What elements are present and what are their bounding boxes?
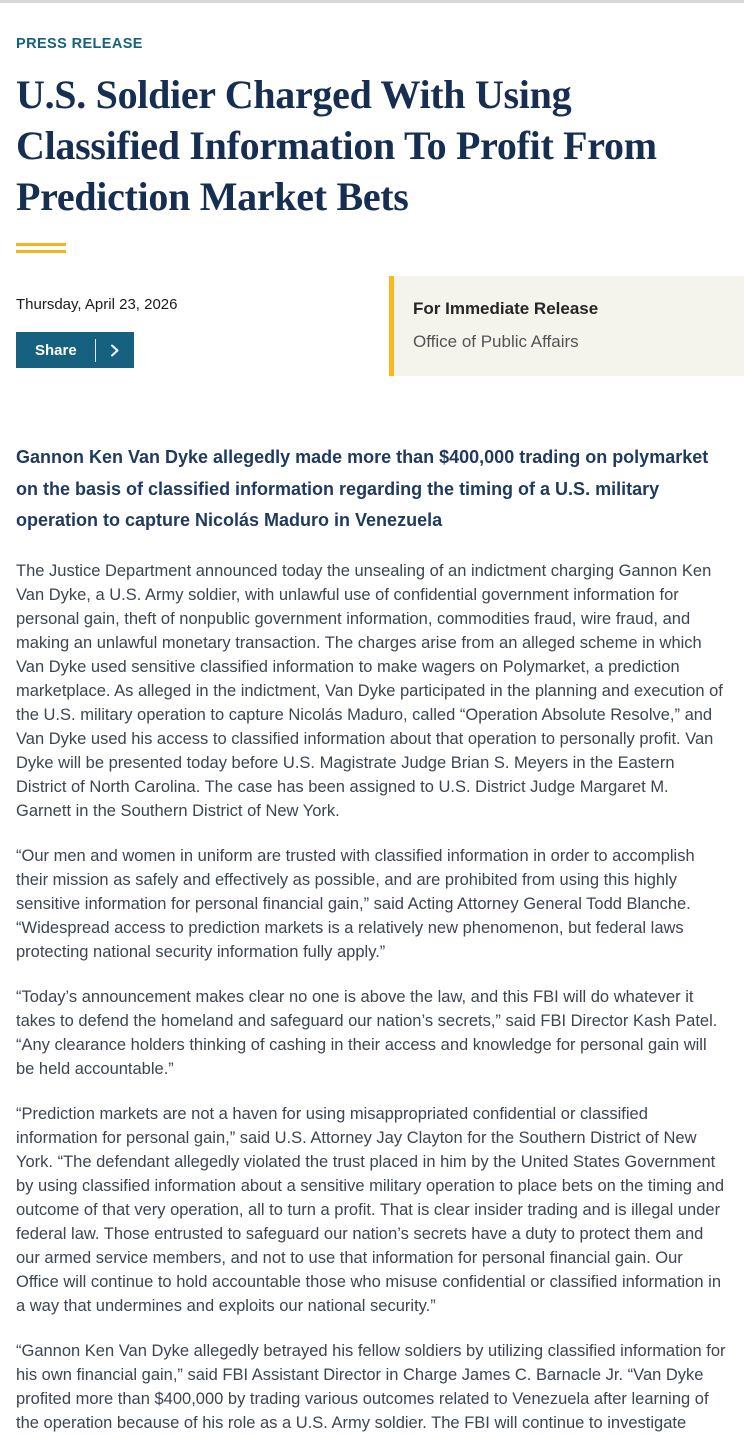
page-title: U.S. Soldier Charged With Using Classified Information To Profit From Prediction Market Bets: [16, 72, 657, 219]
article-paragraph: The Justice Department announced today the unsealing of an indictment charging Gannon Ken Van Dyke, a U.S. Army soldier, with unlawful use of confidential government information for personal gain, theft of nonpublic government information, commodities fraud, wire fraud, and making an unlawful monetary transaction. The charges arise from an alleged scheme in which Van Dyke used sensitive classified information to make wagers on Polymarket, a prediction marketplace. As alleged in the indictment, Van Dyke participated in the planning and execution of the U.S. military operation to capture Nicolás Maduro, called “Operation Absolute Resolve,” and Van Dyke used his access to classified information about that operation to personally profit. Van Dyke will be presented today before U.S. Magistrate Judge Brian S. Meyers in the Eastern District of North Carolina. The case has been assigned to U.S. District Judge Margaret M. Garnett in the Southern District of New York.: [16, 561, 723, 820]
page-top-border: [0, 0, 744, 3]
share-button-label: Share: [35, 341, 77, 359]
article-subheading: Gannon Ken Van Dyke allegedly made more than $400,000 trading on polymarket on the basis of classified information regarding the timing of a U.S. military operation to capture Nicolás Maduro in Venezuela: [16, 447, 709, 530]
release-type-label: For Immediate Release: [413, 299, 599, 318]
release-office-link[interactable]: Office of Public Affairs: [413, 332, 579, 351]
release-info-box: [389, 276, 744, 376]
share-button[interactable]: [16, 332, 134, 368]
chevron-right-icon: [96, 343, 134, 358]
date-share-column: [16, 276, 389, 376]
article-meta-row: [16, 276, 728, 376]
publish-date: Thursday, April 23, 2026: [16, 296, 178, 313]
press-release-article: [0, 36, 744, 1435]
article-paragraph: “Prediction markets are not a haven for using misappropriated confidential or classified information for personal gain,” said U.S. Attorney Jay Clayton for the Southern District of New York. “The defendant allegedly violated the trust placed in him by the United States Government by using classified information about a sensitive military operation to place bets on the timing and outcome of that very operation, all to turn a profit. That is clear insider trading and is illegal under federal law. Those entrusted to safeguard our nation’s secrets have a duty to protect them and our armed service members, and not to use that information for personal financial gain. Our Office will continue to hold accountable those who misuse confidential or classified information in a way that undermines and exploits our national security.”: [16, 1104, 725, 1315]
gold-double-rule: [16, 243, 66, 253]
article-body: [16, 559, 728, 1435]
article-paragraph: “Gannon Ken Van Dyke allegedly betrayed his fellow soldiers by utilizing classified information for his own financial gain,” said FBI Assistant Director in Charge James C. Barnacle Jr. “Van Dyke profited more than $400,000 by trading various outcomes related to Venezuela after learning of the operation because of his role as a U.S. Army soldier. The FBI will continue to investigate: [16, 1341, 726, 1432]
article-paragraph: “Our men and women in uniform are trusted with classified information in order to accomplish their mission as safely and effectively as possible, and are prohibited from using this highly sensitive information for personal financial gain,” said Acting Attorney General Todd Blanche. “Widespread access to prediction markets is a relatively new phenomenon, but federal laws protecting national security information fully apply.”: [16, 846, 695, 961]
article-paragraph: “Today’s announcement makes clear no one is above the law, and this FBI will do whatever it takes to defend the homeland and safeguard our nation’s secrets,” said FBI Director Kash Patel. “Any clearance holders thinking of cashing in their access and knowledge for personal gain will be held accountable.”: [16, 987, 718, 1078]
press-release-kicker: PRESS RELEASE: [16, 36, 143, 52]
